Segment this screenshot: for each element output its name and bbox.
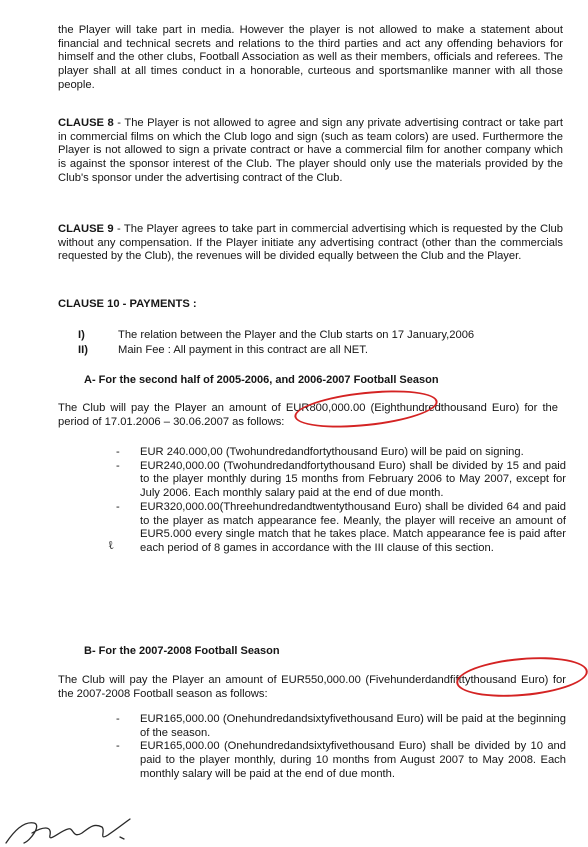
clause-9 — [58, 223, 563, 264]
clause-9-text: - The Player agrees to take part in commercial advertising which is requested by the Club without any compensation. If the Player initiate any advertising contract (other than the commercials requested by the Club), the revenues will be divided equally between the Club and the Player. — [58, 223, 563, 263]
list-item — [116, 446, 566, 460]
list-item — [116, 740, 566, 781]
clause-8-title: CLAUSE 8 — [58, 117, 114, 129]
section-a-title: A- For the second half of 2005-2006, and 2006-2007 Football Season — [84, 374, 439, 386]
list-item — [78, 329, 558, 343]
section-a-intro — [58, 402, 558, 429]
clause-10-items — [78, 329, 558, 358]
list-item — [78, 344, 558, 358]
section-b-intro — [58, 674, 566, 701]
bullet-text: EUR320,000.00(Threehundredandtwentythousand Euro) shall be divided 64 and paid to the player as match appearance fee. Meanly, the player will receive an amount of EUR5.000 every single match that he takes place. Match appearance fee is paid after each period of 8 games in accordance with the III clause of this section. — [140, 500, 566, 554]
bullet-text: EUR 240.000,00 (Twohundredandfortythousand Euro) will be paid on signing. — [140, 446, 524, 458]
bullet-text: EUR165,000.00 (Onehundredandsixtyfivethousand Euro) shall be divided by 10 and paid to the player monthly, during 10 months from August 2007 to May 2008. Each monthly salary will be paid at the end of due month. — [140, 740, 566, 780]
signature — [2, 813, 152, 847]
section-a-amount: EUR800,000.00 — [285, 402, 366, 414]
list-item — [116, 460, 566, 501]
item-number: II) — [78, 343, 88, 356]
bullet-dash: - — [116, 500, 120, 513]
bullet-dash: - — [116, 713, 120, 725]
section-b-intro-start: The Club will pay the Player an amount of — [58, 674, 282, 686]
bullet-dash: - — [116, 740, 120, 753]
section-b-bullets — [116, 713, 566, 782]
list-item — [116, 501, 566, 556]
bullet-dash: - — [116, 446, 120, 458]
intro-paragraph — [58, 24, 563, 93]
section-b-title: B- For the 2007-2008 Football Season — [84, 645, 280, 657]
clause-8 — [58, 117, 563, 186]
section-b-intro-end: (Fivehunderdandfifttythousand Euro) for the 2007-2008 Football season as follows: — [58, 674, 566, 700]
intro-text: the Player will take part in media. However the player is not allowed to make a statement about financial and technical secrets and relations to the third parties and act any offending behaviors for himself and the other clubs, Football Association as well as their members, officials and referees. The player shall at all times conduct in a honorable, curteous and sportsmanlike manner with all those people. — [58, 24, 563, 91]
item-text: Main Fee : All payment in this contract are all NET. — [118, 343, 368, 356]
item-number: I) — [78, 329, 85, 341]
bullet-dash: - — [116, 459, 120, 472]
bullet-text: EUR165,000.00 (Onehundredandsixtyfivethousand Euro) will be paid at the beginning of the season. — [140, 713, 566, 739]
section-b-amount: EUR550,000.00 — [281, 674, 361, 686]
item-text: The relation between the Player and the Club starts on 17 January,2006 — [118, 329, 475, 341]
section-a-bullets — [116, 446, 566, 556]
list-item — [116, 713, 566, 740]
section-a-intro-end: (Eighthundredthousand Euro) for the period of 17.01.2006 – 30.06.2007 as follows: — [58, 402, 559, 428]
clause-8-text: - The Player is not allowed to agree and sign any private advertising contract or take part in commercial films on which the Club logo and sign (such as team colors) are used. Furthermore the Player is not allowed to sign a private contract or have a commercial film for another company which is against the sponsor interest of the Club. The player should only use the materials provided by the Club's sponsor under the advertising contract of the Club. — [58, 117, 563, 184]
handwritten-margin-mark: ℓ — [106, 537, 115, 553]
section-a-intro-start: The Club will pay the Player an amount of — [58, 402, 286, 414]
bullet-text: EUR240,000.00 (Twohundredandfortythousand Euro) shall be divided by 15 and paid to the player monthly during 15 months from February 2006 to May 2007, except for July 2006. Each monthly salary paid at the end of due month. — [140, 459, 566, 500]
clause-10-title: CLAUSE 10 - PAYMENTS : — [58, 298, 197, 310]
clause-9-title: CLAUSE 9 — [58, 223, 114, 235]
